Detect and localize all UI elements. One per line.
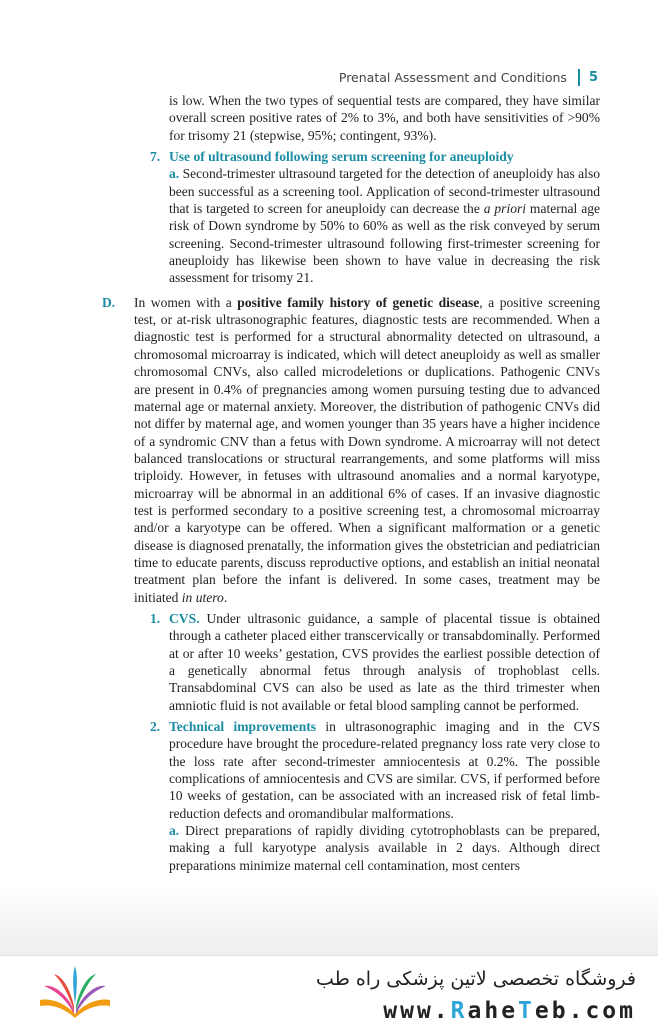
item-d2-heading: Technical improvements: [169, 719, 317, 735]
page-bottom-fade: [0, 885, 658, 955]
section-d-letter: D.: [102, 294, 116, 310]
section-d-paragraph: [134, 294, 600, 606]
item-7-heading: Use of ultrasound following serum screening for aneuploidy: [169, 149, 514, 165]
item-d1-heading: CVS.: [169, 610, 200, 626]
url-prefix: www.: [383, 998, 451, 1024]
item-d2: [134, 718, 600, 874]
item-7a-paragraph: [169, 165, 600, 286]
item-d1: [134, 610, 600, 714]
url-letter-r: R: [450, 998, 468, 1024]
item-d2a-paragraph: [169, 822, 600, 874]
item-d1-paragraph: [169, 610, 600, 714]
item-7a-label: a.: [169, 166, 180, 182]
url-part-ahe: ahe: [467, 998, 519, 1024]
item-7a-text-1: Second-trimester ultrasound targeted for the detection of aneuploidy has also been successful as a screening tool. Application of second-trimester ultrasound that is targeted to screen for aneuploidy can decrease the: [169, 166, 600, 217]
section-d-italic: in utero: [181, 589, 224, 605]
section-d-text-3: .: [223, 589, 228, 605]
item-7a-italic: a priori: [483, 201, 527, 217]
item-d2-number: 2.: [150, 719, 161, 735]
item-7: [134, 148, 600, 287]
open-book-logo-icon: [38, 962, 112, 1020]
url-suffix: .com: [568, 998, 636, 1024]
item-d2a-text: Direct preparations of rapidly dividing cytotrophoblasts can be prepared, making a full karyotype analysis available in 2 days. Although direct preparations minimize maternal cell contamination, most centers: [169, 823, 600, 873]
url-part-eb: eb: [534, 998, 569, 1024]
item-7-number: 7.: [150, 149, 161, 165]
header-divider: [578, 69, 580, 86]
item-d2-text: in ultrasonographic imaging and in the CVS procedure have brought the procedure-related pregnancy loss rate very close to the loss rate after second-trimester amniocentesis at 0.2%. The possible complications of amniocentesis and CVS are similar. CVS, if performed before 10 weeks of gestation, can be associated with an increased risk of fetal limb-reduction defects and oromandibular malformations.: [169, 719, 600, 821]
running-title: Prenatal Assessment and Conditions: [338, 70, 567, 85]
section-d-bold: positive family history of genetic disease: [237, 294, 480, 310]
item-7a-text-2: maternal age risk of Down syndrome by 50% to 60% as well as the risk conveyed by serum screening. Second-trimester ultrasound following first-trimester screening for aneuploidy has likewise been shown to have value in decreasing the risk assessment for trisomy 21.: [169, 201, 600, 286]
item-d1-text: Under ultrasonic guidance, a sample of placental tissue is obtained through a catheter placed either transcervically or transabdominally. Performed at or after 10 weeks’ gestation, CVS provides the earliest possible detection of a genetically abnormal fetus through analysis of trophoblast cells. Transabdominal CVS can also be used as late as the third trimester when amniotic fluid is not available or fetal blood sampling cannot be performed.: [169, 610, 600, 713]
item-d1-number: 1.: [150, 610, 161, 626]
store-title: فروشگاه تخصصی لاتین پزشکی راه طب: [316, 968, 636, 990]
page-body: [102, 92, 600, 874]
item-d2-paragraph: [169, 718, 600, 822]
store-url: [383, 998, 636, 1024]
url-letter-t: T: [518, 998, 535, 1024]
section-d-text-2: , a positive screening test, or at-risk ultrasonographic features, diagnostic tests are recommended. When a diagnostic test is performed for a structural abnormality detected on ultrasound, a chromosomal microarray is indicated, which will detect aneuploidy as well as smaller chromosomal CNVs, also called microdeletions or duplications. Pathogenic CNVs are present in 0.4% of pregnancies among women pursuing testing due to advanced maternal age or maternal anxiety. Moreover, the distribution of pathogenic CNVs did not differ by maternal age, and women younger than 35 years have a higher incidence of a syndromic CNV than a fetus with Down syndrome. A microarray will not detect balanced translocations or structural rearrangements, and some platforms will miss triploidy. However, in fetuses with ultrasound anomalies and a normal karyotype, microarray will be abnormal in an additional 6% of cases. If an invasive diagnostic test is performed secondary to a positive screening test, a chromosomal microarray and/or a karyotype can be offered. When a significant malformation or a genetic disease is diagnosed prenatally, the information gives the obstetrician and pediatrician time to educate parents, discuss reproductive options, and establish an initial neonatal treatment plan before the infant is delivered. In some cases, treatment may be initiated: [134, 294, 600, 605]
watermark-footer: [0, 955, 658, 1031]
section-d-text-1: In women with a: [134, 294, 232, 310]
section-d: [102, 294, 600, 606]
item-d2a-label: a.: [169, 823, 180, 839]
carry-over-paragraph: is low. When the two types of sequential tests are compared, they have similar overall screen positive rates of 2% to 3%, and both have sensitivities of >90% for trisomy 21 (stepwise, 95%; contingent, 93%).: [169, 93, 600, 143]
running-head: [339, 69, 598, 86]
page-number: 5: [588, 70, 598, 85]
